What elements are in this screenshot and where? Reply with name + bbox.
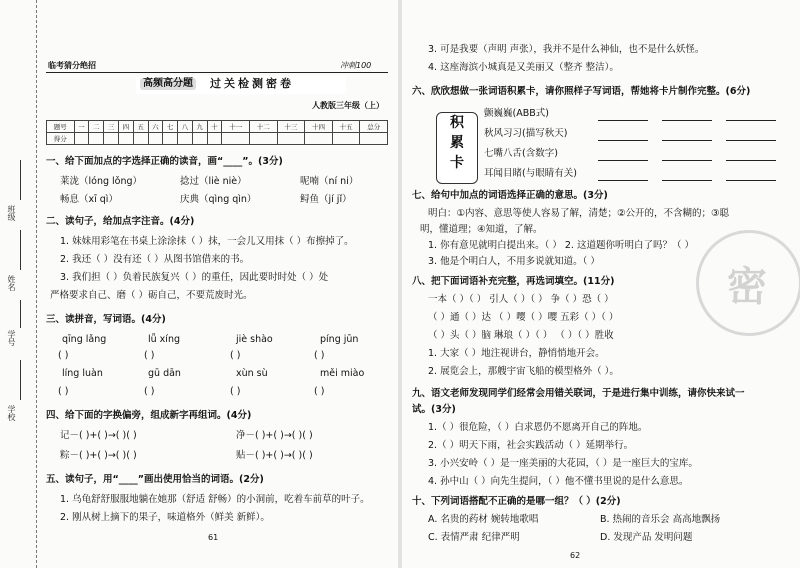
- page-title: 过关检测密卷: [210, 77, 294, 90]
- q4-line[interactable]: 记－( )+( )→( )( ): [60, 430, 137, 441]
- q5-line[interactable]: 2. 刚从树上摘下的果子，味道格外（鲜美 新鲜）。: [60, 512, 270, 523]
- binding-line: [20, 160, 21, 200]
- score-input-cell[interactable]: [104, 133, 119, 145]
- q4-line[interactable]: 粽－( )+( )→( )( ): [60, 450, 137, 461]
- q1-item[interactable]: 莱泷（lóng lǒng）: [60, 176, 143, 187]
- q3-pinyin: jiè shào: [236, 334, 273, 345]
- q3-answer-box[interactable]: ( ): [144, 350, 155, 361]
- q10-option[interactable]: C. 表情严肃 纪律严明: [428, 532, 520, 543]
- score-table-header-row: [47, 121, 388, 133]
- q1-item[interactable]: 畅息（xī qì）: [60, 194, 118, 205]
- score-cell: 十五: [332, 121, 360, 133]
- score-cell: 十二: [250, 121, 278, 133]
- edition-label: 人教版三年级（上）: [312, 101, 384, 110]
- binding-margin: [0, 0, 37, 568]
- card-answer-line[interactable]: [662, 120, 712, 121]
- score-table-score-row: [47, 133, 388, 145]
- score-cell: 七: [163, 121, 178, 133]
- q9-heading-cont: 试。(3分): [412, 404, 456, 415]
- q9-line[interactable]: 3. 小兴安岭（ ）是一座美丽的大花园，（ ）是一座巨大的宝库。: [428, 458, 698, 469]
- q10-heading: 十、下列词语搭配不正确的是哪一组？（ ）(2分): [412, 496, 621, 507]
- score-input-cell[interactable]: [163, 133, 178, 145]
- score-input-cell[interactable]: [118, 133, 133, 145]
- q1-item[interactable]: 庆典（qìng qìn）: [180, 194, 257, 205]
- title-badge: 高频高分题: [140, 78, 196, 90]
- q5-heading: 五、读句子，用“____”画出使用恰当的词语。(2分): [46, 474, 264, 485]
- score-cell: 三: [104, 121, 119, 133]
- card-answer-line[interactable]: [726, 140, 776, 141]
- binding-label-class: 班级: [7, 205, 16, 221]
- score-cell: 总分: [360, 121, 388, 133]
- page-number: 61: [208, 533, 219, 542]
- card-answer-line[interactable]: [726, 160, 776, 161]
- stamp-text: 密: [727, 264, 767, 310]
- q7-heading: 七、给句中加点的词语选择正确的意思。(3分): [412, 190, 608, 201]
- card-label-char: 卡: [450, 155, 464, 171]
- q8-row[interactable]: （ ）通（ ）达 （ ）嘤（ ）嘤 五彩（ ）（ ）: [428, 312, 619, 323]
- q3-answer-box[interactable]: ( ): [230, 350, 241, 361]
- q9-heading: 九、语文老师发现同学们经常会用错关联词，于是进行集中训练，请你快来试一: [412, 388, 745, 399]
- score-input-cell[interactable]: [133, 133, 148, 145]
- q2-line[interactable]: 严格要求自己、磨（ ）砺自己，不要荒废时光。: [50, 290, 253, 301]
- title-banner: [136, 76, 346, 94]
- q6-heading: 六、欣欣想做一张词语积累卡，请你照样子写词语，帮她将卡片制作完整。(6分): [412, 86, 751, 97]
- score-input-cell[interactable]: [332, 133, 360, 145]
- q3-pinyin: gū dān: [148, 368, 181, 379]
- q3-answer-box[interactable]: ( ): [314, 350, 325, 361]
- score-input-cell[interactable]: [74, 133, 89, 145]
- q3-answer-box[interactable]: ( ): [230, 386, 241, 397]
- q3-heading: 三、读拼音，写词语。(4分): [46, 314, 166, 325]
- card-answer-line[interactable]: [662, 180, 712, 181]
- accumulation-card-label: [436, 112, 478, 184]
- q2-line[interactable]: 2. 我还（ ）没有还（ ）从图书馆借来的书。: [60, 254, 250, 265]
- card-answer-line[interactable]: [598, 140, 648, 141]
- q3-pinyin: qīng lǎng: [62, 334, 107, 345]
- score-cell: 得分: [47, 133, 75, 145]
- card-answer-line[interactable]: [598, 120, 648, 121]
- binding-line: [20, 300, 21, 328]
- score-cell: 八: [178, 121, 193, 133]
- q3-pinyin: líng luàn: [62, 368, 103, 379]
- q8-line[interactable]: 2. 展览会上，那艘宇宙飞船的模型格外（ ）。: [428, 366, 619, 377]
- card-label-char: 积: [450, 115, 464, 131]
- header-rule: [46, 72, 388, 73]
- score-cell: 十一: [222, 121, 250, 133]
- score-cell: 九: [192, 121, 207, 133]
- q8-row[interactable]: （ ）头（ ）脑 琳琅（ ）（ ） （ ）（ ）胜收: [428, 330, 614, 341]
- score-cell: 二: [89, 121, 104, 133]
- score-input-cell[interactable]: [277, 133, 305, 145]
- score-input-cell[interactable]: [178, 133, 193, 145]
- binding-line: [20, 360, 21, 400]
- q8-row[interactable]: 一本（ ）（ ） 引人（ ）（ ） 争（ ）恐（ ）: [428, 294, 614, 305]
- q3-pinyin: lǚ xíng: [148, 334, 180, 345]
- q4-line[interactable]: 贴－( )+( )→( )( ): [236, 450, 313, 461]
- q1-item[interactable]: 呢喃（ní ni）: [300, 176, 359, 187]
- q1-item[interactable]: 鲟鱼（jí jǐ）: [300, 194, 352, 205]
- q5-line[interactable]: 3. 可是我要（声明 声张），我并不是什么神仙，也不是什么妖怪。: [428, 44, 705, 55]
- score-cell: 一: [74, 121, 89, 133]
- card-label-char: 累: [450, 135, 464, 151]
- q2-line[interactable]: 3. 我们担（ ）负着民族复兴（ ）的重任，因此要时时处（ ）处: [60, 272, 329, 283]
- q8-heading: 八、把下面词语补充完整，再选词填空。(11分): [412, 276, 615, 287]
- card-answer-line[interactable]: [662, 140, 712, 141]
- q10-option[interactable]: B. 热闹的音乐会 高高地飘扬: [600, 514, 721, 525]
- binding-label-school: 学校: [7, 405, 16, 421]
- q5-line[interactable]: 1. 乌龟舒舒服服地躺在她那（舒适 舒畅）的小洞前，吃着车前草的叶子。: [60, 494, 370, 505]
- q7-line: 明白：①内容、意思等使人容易了解，清楚；②公开的，不含糊的；③聪: [428, 208, 730, 219]
- score-cell: 十四: [305, 121, 333, 133]
- score-table: [46, 120, 388, 145]
- q8-line[interactable]: 1. 大家（ ）地注视讲台，静悄悄地开会。: [428, 348, 605, 359]
- score-mark: 冲刺100: [340, 61, 372, 70]
- q10-option[interactable]: D. 发现产品 发明问题: [600, 532, 693, 543]
- score-cell: 六: [148, 121, 163, 133]
- q5-line[interactable]: 4. 这座海滨小城真是又美丽又（整齐 整洁）。: [428, 62, 619, 73]
- score-input-cell[interactable]: [360, 133, 388, 145]
- score-cell: 五: [133, 121, 148, 133]
- binding-label-id: 学号: [7, 330, 16, 346]
- q10-option[interactable]: A. 名贵的药材 婉转地歌唱: [428, 514, 539, 525]
- left-page: [40, 0, 394, 568]
- q4-heading: 四、给下面的字换偏旁，组成新字再组词。(4分): [46, 410, 252, 421]
- secret-stamp: [696, 230, 800, 336]
- binding-label-name: 姓名: [7, 275, 16, 291]
- card-answer-line[interactable]: [598, 180, 648, 181]
- card-answer-line[interactable]: [598, 160, 648, 161]
- q9-line[interactable]: 2.（ ）明天下雨，社会实践活动（ ）延期举行。: [428, 440, 634, 451]
- page-gutter: [398, 0, 402, 568]
- card-answer-line[interactable]: [726, 180, 776, 181]
- binding-line: [20, 230, 21, 270]
- score-cell: 十三: [277, 121, 305, 133]
- q1-heading: 一、给下面加点的字选择正确的读音，画“____”。(3分): [46, 156, 283, 167]
- card-item: 秋风习习(描写秋天): [484, 128, 568, 139]
- page-number: 62: [570, 551, 581, 560]
- q3-pinyin: xùn sù: [236, 368, 268, 379]
- q3-pinyin: měi miào: [320, 368, 365, 379]
- q3-pinyin: píng jūn: [320, 334, 359, 345]
- header-tag: 临考猜分绝招: [48, 61, 96, 70]
- score-cell: 十: [207, 121, 222, 133]
- right-page: [410, 0, 796, 568]
- q3-answer-box[interactable]: ( ): [58, 386, 69, 397]
- q9-line[interactable]: 4. 孙中山（ ）向先生提问，（ ）他不懂书里说的是什么意思。: [428, 476, 689, 487]
- score-input-cell[interactable]: [250, 133, 278, 145]
- q3-answer-box[interactable]: ( ): [314, 386, 325, 397]
- q7-line: 明，懂道理；④知道，了解。: [420, 224, 543, 235]
- score-input-cell[interactable]: [207, 133, 222, 145]
- card-answer-line[interactable]: [726, 120, 776, 121]
- card-item: 颤巍巍(ABB式): [484, 108, 549, 119]
- card-item: 七嘴八舌(含数字): [484, 148, 558, 159]
- q7-line[interactable]: 3. 他是个明白人，不用多说就知道。（ ）: [428, 256, 600, 267]
- q7-line[interactable]: 1. 你有意见就明白提出来。（ ） 2. 这道题你听明白了吗？（ ）: [428, 240, 694, 251]
- score-input-cell[interactable]: [305, 133, 333, 145]
- card-answer-line[interactable]: [662, 160, 712, 161]
- q2-heading: 二、读句子，给加点字注音。(4分): [46, 216, 195, 227]
- score-cell: 题号: [47, 121, 75, 133]
- q4-line[interactable]: 净－( )+( )→( )( ): [236, 430, 313, 441]
- q2-line[interactable]: 1. 妹妹用彩笔在书桌上涂涂抹（ ）抹，一会儿又用抹（ ）布擦掉了。: [60, 236, 354, 247]
- score-cell: 四: [118, 121, 133, 133]
- q3-answer-box[interactable]: ( ): [58, 350, 69, 361]
- score-input-cell[interactable]: [148, 133, 163, 145]
- score-input-cell[interactable]: [192, 133, 207, 145]
- score-input-cell[interactable]: [89, 133, 104, 145]
- score-input-cell[interactable]: [222, 133, 250, 145]
- q9-line[interactable]: 1.（ ）很危险，（ ）白求恩仍不愿离开自己的阵地。: [428, 422, 648, 433]
- q3-answer-box[interactable]: ( ): [144, 386, 155, 397]
- card-item: 耳闻目睹(与眼睛有关): [484, 168, 577, 179]
- q1-item[interactable]: 捻过（liè niè）: [180, 176, 247, 187]
